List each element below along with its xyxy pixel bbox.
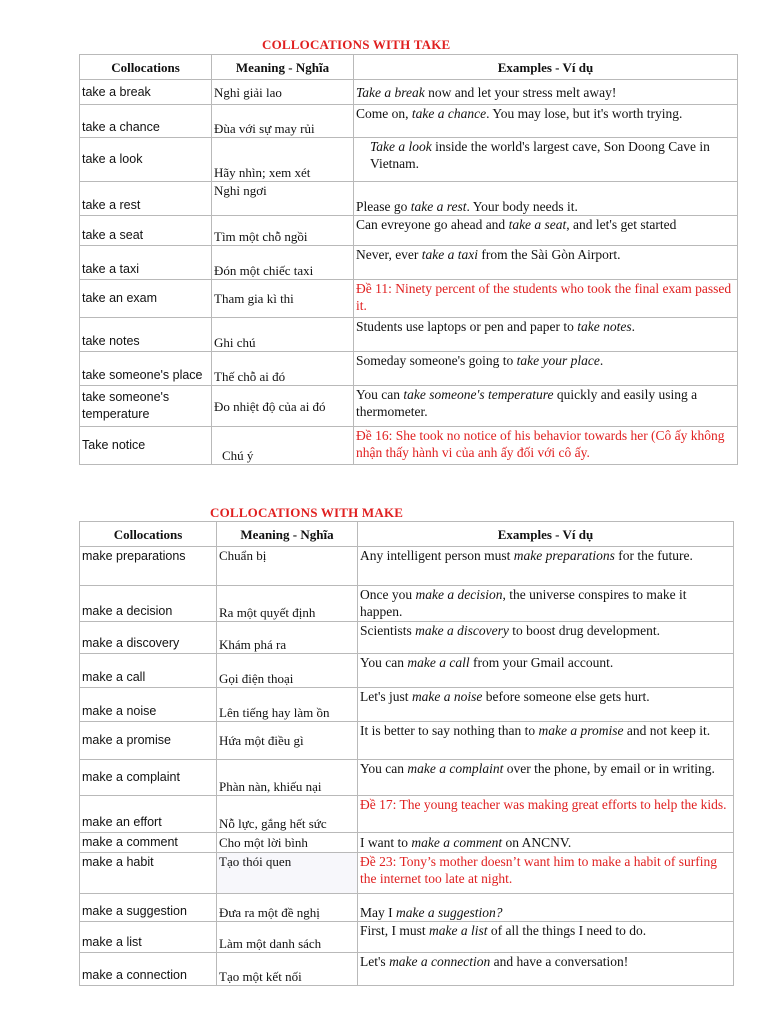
example-text-segment: inside the world's largest cave, Son Doong Cave in Vietnam. [370, 139, 710, 171]
take-header-row [80, 55, 738, 80]
collocation-cell: take a rest [80, 182, 212, 216]
meaning-cell: Nghỉ giải lao [212, 80, 354, 105]
header-meaning: Meaning - Nghĩa [217, 522, 358, 547]
collocation-cell: Take notice [80, 427, 212, 465]
collocation-cell: take a taxi [80, 246, 212, 280]
table-row [80, 216, 738, 246]
example-text-segment: Take a look [370, 139, 432, 154]
collocation-cell: take a chance [80, 105, 212, 138]
example-text-segment: First, I must [360, 923, 430, 938]
table-row [80, 318, 738, 352]
table-row [80, 138, 738, 182]
header-meaning: Meaning - Nghĩa [212, 55, 354, 80]
example-text-segment: . You may lose, but it's worth trying. [486, 106, 683, 121]
example-cell [354, 105, 738, 138]
example-text-segment: make a connection [389, 954, 491, 969]
collocation-cell: make a call [80, 654, 217, 688]
collocation-cell: take someone's temperature [80, 386, 212, 427]
meaning-cell: Thế chỗ ai đó [212, 352, 354, 386]
example-cell [354, 280, 738, 318]
example-cell [354, 352, 738, 386]
collocation-cell: make an effort [80, 796, 217, 833]
example-text-segment: take someone's temperature [403, 387, 554, 402]
example-text-segment: I want to [360, 835, 412, 850]
example-text-segment: Can evreyone go ahead and [356, 217, 509, 232]
collocation-cell: make a connection [80, 953, 217, 986]
example-text-segment: Never, ever [356, 247, 422, 262]
example-text-segment: . [599, 353, 604, 368]
example-cell [358, 796, 734, 833]
collocation-cell: take a seat [80, 216, 212, 246]
table-row [80, 386, 738, 427]
example-cell [358, 953, 734, 986]
table-row [80, 722, 734, 760]
meaning-cell: Hãy nhìn; xem xét [212, 138, 354, 182]
example-text-segment: Students use laptops or pen and paper to [356, 319, 578, 334]
table-row [80, 922, 734, 953]
example-text-segment: It is better to say nothing than to [360, 723, 539, 738]
example-text-segment: . [631, 319, 635, 334]
collocation-cell: make a comment [80, 833, 217, 853]
example-text-segment: take a rest [410, 199, 467, 214]
example-text-segment: make a call [407, 655, 470, 670]
meaning-cell: Nghỉ ngơi [212, 182, 354, 216]
example-text-segment: Đề 16: She took no notice of his behavior towards her (Cô ấy không nhận thấy hành vi của anh ấy đối với cô ấy. [356, 428, 725, 460]
table-row [80, 80, 738, 105]
meaning-cell: Chuẩn bị [217, 547, 358, 586]
example-text-segment: from the Sài Gòn Airport. [478, 247, 621, 262]
example-text-segment: Take a break [356, 84, 425, 100]
example-text-segment: make a noise [411, 689, 483, 704]
example-text-segment: to boost drug development. [508, 623, 660, 638]
table-row [80, 953, 734, 986]
table-row [80, 280, 738, 318]
header-examples: Examples - Ví dụ [358, 522, 734, 547]
example-cell [358, 547, 734, 586]
meaning-cell: Tạo một kết nối [217, 953, 358, 986]
meaning-cell: Phàn nàn, khiếu nại [217, 760, 358, 796]
example-text-segment: Đề 17: The young teacher was making great efforts to help the kids. [360, 797, 727, 812]
collocation-cell: take a look [80, 138, 212, 182]
example-text-segment: quickly and easily using a thermometer. [356, 387, 698, 419]
example-cell [354, 246, 738, 280]
example-text-segment: and have a conversation! [490, 954, 629, 969]
example-text-segment: take a chance [411, 106, 487, 121]
example-text-segment: make a suggestion? [396, 905, 503, 920]
meaning-cell: Hứa một điều gì [217, 722, 358, 760]
table-row [80, 654, 734, 688]
example-text-segment: , and let's get started [566, 217, 677, 232]
example-text-segment: take a seat [508, 217, 567, 232]
table-row [80, 105, 738, 138]
example-text-segment: and not keep it. [623, 723, 711, 738]
table-row [80, 547, 734, 586]
example-text-segment: for the future. [614, 548, 693, 563]
example-cell [358, 654, 734, 688]
example-cell [358, 833, 734, 853]
example-cell [358, 622, 734, 654]
example-cell [358, 922, 734, 953]
meaning-cell: Khám phá ra [217, 622, 358, 654]
take-collocations-table [79, 54, 738, 465]
example-text-segment: Scientists [360, 623, 416, 638]
collocation-cell: take someone's place [80, 352, 212, 386]
example-text-segment: Đề 11: Ninety percent of the students who took the final exam passed it. [356, 281, 732, 313]
make-header-row [80, 522, 734, 547]
table-row [80, 796, 734, 833]
table-row [80, 427, 738, 465]
table-row [80, 586, 734, 622]
example-text-segment: . Your body needs it. [466, 199, 578, 214]
collocation-cell: make a noise [80, 688, 217, 722]
meaning-cell: Cho một lời bình [217, 833, 358, 853]
table-row [80, 894, 734, 922]
header-collocations: Collocations [80, 522, 217, 547]
example-text-segment: make a promise [538, 723, 624, 738]
example-text-segment: take a taxi [421, 247, 479, 262]
meaning-cell: Tham gia kì thi [212, 280, 354, 318]
collocation-cell: make a complaint [80, 760, 217, 796]
example-text-segment: make preparations [513, 548, 615, 563]
example-text-segment: make a discovery [415, 623, 509, 638]
example-text-segment: on ANCNV. [502, 835, 572, 850]
example-text-segment: May I [360, 905, 396, 920]
example-text-segment: take your place [516, 353, 600, 368]
table-row [80, 833, 734, 853]
example-text-segment: make a comment [411, 835, 503, 850]
meaning-cell: Ra một quyết định [217, 586, 358, 622]
example-cell [358, 894, 734, 922]
example-cell [358, 853, 734, 894]
collocation-cell: make a list [80, 922, 217, 953]
example-cell [358, 760, 734, 796]
example-text-segment: Any intelligent person must [360, 548, 514, 563]
example-text-segment: You can [356, 387, 404, 402]
example-text-segment: , the universe conspires to make it happen. [360, 587, 687, 619]
meaning-cell: Ghi chú [212, 318, 354, 352]
meaning-cell: Đo nhiệt độ của ai đó [212, 386, 354, 427]
example-cell [354, 216, 738, 246]
example-text-segment: make a decision [415, 587, 503, 602]
collocation-cell: make a decision [80, 586, 217, 622]
meaning-cell: Chú ý [212, 427, 354, 465]
collocation-cell: make preparations [80, 547, 217, 586]
collocation-cell: make a discovery [80, 622, 217, 654]
meaning-cell: Tạo thói quen [217, 853, 358, 894]
example-text-segment: over the phone, by email or in writing. [503, 761, 715, 776]
table-row [80, 760, 734, 796]
example-text-segment: Come on, [356, 106, 412, 121]
example-cell [354, 80, 738, 105]
table-row [80, 688, 734, 722]
table-row [80, 182, 738, 216]
example-text-segment: take notes [577, 319, 632, 334]
make-collocations-table [79, 521, 734, 986]
collocation-cell: take notes [80, 318, 212, 352]
example-text-segment: Let's [360, 954, 390, 969]
example-text-segment: You can [360, 655, 408, 670]
example-cell [354, 182, 738, 216]
meaning-cell: Đón một chiếc taxi [212, 246, 354, 280]
example-text-segment: from your Gmail account. [469, 655, 614, 670]
table-row [80, 622, 734, 654]
meaning-cell: Làm một danh sách [217, 922, 358, 953]
header-collocations: Collocations [80, 55, 212, 80]
table-row [80, 246, 738, 280]
example-text-segment: Someday someone's going to [356, 353, 517, 368]
example-text-segment: of all the things I need to do. [487, 923, 647, 938]
collocation-cell: take an exam [80, 280, 212, 318]
meaning-cell: Đưa ra một đề nghị [217, 894, 358, 922]
example-text-segment: before someone else gets hurt. [482, 689, 650, 704]
example-cell [354, 318, 738, 352]
example-text-segment: make a list [429, 923, 488, 938]
collocation-cell: make a suggestion [80, 894, 217, 922]
example-text-segment: now and let your stress melt away! [424, 84, 617, 100]
meaning-cell: Đùa với sự may rủi [212, 105, 354, 138]
meaning-cell: Tìm một chỗ ngồi [212, 216, 354, 246]
table-row [80, 853, 734, 894]
example-cell [358, 688, 734, 722]
example-cell [358, 722, 734, 760]
header-examples: Examples - Ví dụ [354, 55, 738, 80]
example-cell [354, 386, 738, 427]
example-text-segment: Once you [360, 587, 416, 602]
meaning-cell: Nỗ lực, gắng hết sức [217, 796, 358, 833]
example-cell [358, 586, 734, 622]
take-table-title: COLLOCATIONS WITH TAKE [262, 37, 451, 52]
example-text-segment: Đề 23: Tony’s mother doesn’t want him to make a habit of surfing the internet too late at night. [360, 854, 717, 886]
table-row [80, 352, 738, 386]
collocation-cell: take a break [80, 80, 212, 105]
example-text-segment: make a complaint [407, 761, 504, 776]
example-text-segment: You can [360, 761, 408, 776]
example-text-segment: Please go [356, 199, 411, 214]
example-text-segment: Let's just [360, 689, 412, 704]
example-cell [354, 138, 738, 182]
example-cell [354, 427, 738, 465]
meaning-cell: Gọi điện thoại [217, 654, 358, 688]
collocation-cell: make a habit [80, 853, 217, 894]
make-table-title: COLLOCATIONS WITH MAKE [210, 505, 404, 520]
meaning-cell: Lên tiếng hay làm ồn [217, 688, 358, 722]
collocation-cell: make a promise [80, 722, 217, 760]
